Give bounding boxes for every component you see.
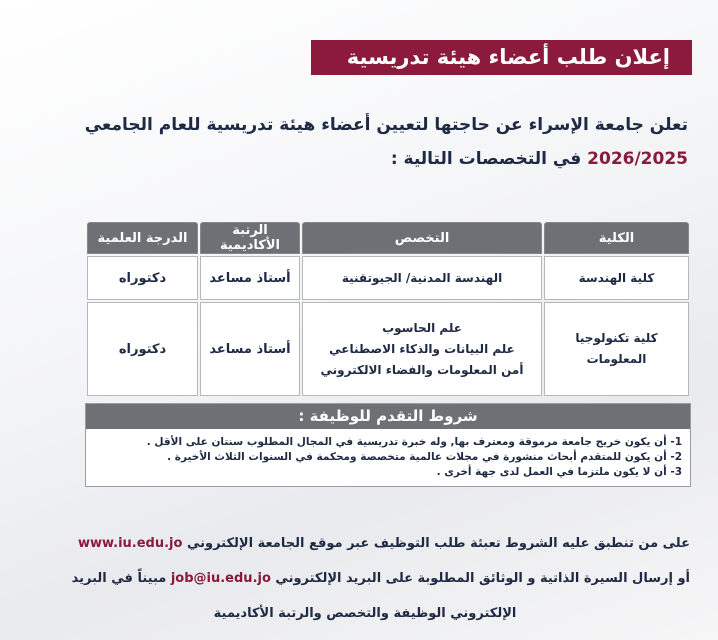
intro-line-1: تعلن جامعة الإسراء عن حاجتها لتعيين أعضاء هيئة تدريسية للعام الجامعي bbox=[84, 115, 688, 135]
footer-line-2-text: أو إرسال السيرة الذاتية و الوثائق المطلوبة على البريد الإلكتروني bbox=[270, 571, 690, 586]
academic-year: 2026/2025 bbox=[587, 149, 688, 169]
footer-line-2 bbox=[40, 561, 690, 596]
specialization-item: علم الحاسوب bbox=[382, 320, 462, 335]
rank-cell: أستاذ مساعد bbox=[200, 256, 300, 300]
intro-line-2 bbox=[48, 142, 688, 176]
conditions-list bbox=[86, 429, 690, 486]
degree-cell: دكتوراه bbox=[87, 302, 198, 396]
announcement-title: إعلان طلب أعضاء هيئة تدريسية bbox=[311, 40, 692, 75]
header-college: الكلية bbox=[544, 222, 689, 254]
footer-line-1-text: على من تنطبق عليه الشروط تعبئة طلب التوظيف عبر موقع الجامعة الإلكتروني bbox=[182, 536, 690, 551]
application-instructions bbox=[40, 526, 690, 631]
specialization-cell: الهندسة المدنية/ الجيوتقنية bbox=[302, 256, 542, 300]
specialization-item: علم البيانات والذكاء الاصطناعي bbox=[329, 341, 515, 356]
specialization-cell bbox=[302, 302, 542, 396]
footer-line-1 bbox=[40, 526, 690, 561]
condition-item: 3- أن لا يكون ملتزما في العمل لدى جهة أخرى . bbox=[436, 466, 682, 478]
specialization-item: أمن المعلومات والفضاء الالكتروني bbox=[320, 362, 524, 377]
intro-line-2-text: في التخصصات التالية : bbox=[390, 149, 588, 169]
table-row bbox=[87, 256, 689, 300]
footer-line-3: الإلكتروني الوظيفة والتخصص والرتبة الأكاديمية bbox=[213, 606, 517, 621]
table-row bbox=[87, 302, 689, 396]
college-cell: كلية تكنولوجيا المعلومات bbox=[544, 302, 689, 396]
header-specialization: التخصص bbox=[302, 222, 542, 254]
email-link[interactable]: job@iu.edu.jo bbox=[170, 571, 271, 586]
website-link[interactable]: www.iu.edu.jo bbox=[77, 536, 183, 551]
conditions-box bbox=[85, 403, 691, 487]
header-degree: الدرجة العلمية bbox=[87, 222, 198, 254]
rank-cell: أستاذ مساعد bbox=[200, 302, 300, 396]
condition-item: 2- أن يكون للمتقدم أبحاث منشورة في مجلات عالمية متخصصة ومحكمة في السنوات الثلاث الأخيرة . bbox=[167, 451, 682, 463]
condition-item: 1- أن يكون خريج جامعة مرموقة ومعترف بها, وله خبرة تدريسية في المجال المطلوب سنتان على الأقل . bbox=[146, 436, 682, 448]
positions-table bbox=[85, 220, 691, 398]
conditions-title: شروط التقدم للوظيفة : bbox=[86, 404, 690, 429]
degree-cell: دكتوراه bbox=[87, 256, 198, 300]
header-rank: الرتبة الأكاديمية bbox=[200, 222, 300, 254]
college-cell: كلية الهندسة bbox=[544, 256, 689, 300]
intro-text bbox=[48, 108, 688, 176]
table-header-row bbox=[87, 222, 689, 254]
footer-line-2-end: مبيناً في البريد bbox=[71, 571, 171, 586]
